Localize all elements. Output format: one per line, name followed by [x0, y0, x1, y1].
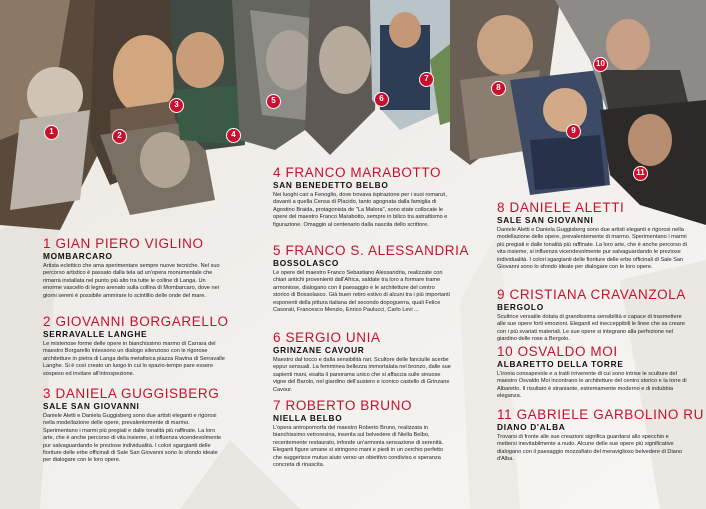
- entry-place: MOMBARCARO: [43, 251, 113, 261]
- entry-title: 3 DANIELA GUGGISBERG: [43, 386, 220, 401]
- entry-place: NIELLA BELBO: [273, 413, 343, 423]
- entry-place: SAN BENEDETTO BELBO: [273, 180, 389, 190]
- entry-text: Le opere del maestro Franco Sebastiano Alessandria, realizzate con chiari antichi provenienti dall'Africa, saldate tra loro a formare trame armoniose, dialogano con il paesaggio e le architetture del centro storico di Bossolasco. Già buen retiro estivo di alcuni tra i più importanti esponenti della pittura italiana del secondo dopoguerra, quali Felice Casorati, Francesco Menzio, Enrico Paulucci, Carlo Levi ...: [273, 270, 450, 314]
- entry-place: BERGOLO: [497, 302, 544, 312]
- entry-place: ALBARETTO DELLA TORRE: [497, 359, 624, 369]
- badge-9: 9: [566, 124, 581, 139]
- badge-3: 3: [169, 98, 184, 113]
- entry-5: [273, 243, 469, 314]
- badge-8: 8: [491, 81, 506, 96]
- entry-text: L'opera antropomorfa del maestro Roberto Bruno, realizzata in bianchissimo vetroresina, inserita sul belvedere di Niella Belbo, recentemente restaurato, infonde un'armonia sensazione di serenità. Eleganti figure umane si stringono mani e piedi in un cerchio perfetto che suggerisce mutuo aiuto verso un obiettivo condiviso e speranza concreta di rinascita.: [273, 425, 444, 469]
- badge-10: 10: [593, 57, 608, 72]
- entry-9: [497, 287, 687, 344]
- entry-8: [497, 200, 687, 271]
- entry-text: Maestro dal tocco e dalla sensibilità rari. Scultore delle fanciulle acerbe eppur sensuali. La femminea bellezza immortalata nel bronzo, dalle sue sapienti mani, esalta il panorama unico che si affaccia sulle sinuose vigne del Barolo, nel giardino dell'austero e iconico castello di Grinzane Cavour.: [273, 357, 451, 393]
- badge-7: 7: [419, 72, 434, 87]
- entry-place: SALE SAN GIOVANNI: [497, 215, 594, 225]
- entry-title: 9 CRISTIANA CRAVANZOLA: [497, 287, 686, 302]
- entry-text: Le misteriose forme delle opere in bianchissimo marmo di Carrara del maestro Borgarello intessono un dialogo silenzioso con le rigorose architetture in pietra di Langa della metafisica piazza Ravina di Serravalle Langhe. Si è così creato un luogo in cui lo spazio-tempo pare essere sospeso ed invitare all'introspezione.: [43, 341, 225, 377]
- entry-11: [497, 407, 704, 464]
- entry-title: 7 ROBERTO BRUNO: [273, 398, 413, 413]
- entry-2: [43, 314, 229, 378]
- photo-bruno: [370, 0, 455, 130]
- entry-10: [497, 344, 687, 401]
- badge-4: 4: [226, 128, 241, 143]
- entry-text: L'ironia consapevole e a tratti irriverente di cui sono intrise le sculture del maestro Osvaldo Moi incontrano le architetture del centro storico e la torre di Albaretto. Il risultato è straniante, estremamente moderno e di indubbia eleganza.: [497, 371, 687, 400]
- entry-title: 5 FRANCO S. ALESSANDRIA: [273, 243, 470, 258]
- entry-6: [273, 330, 451, 394]
- entry-title: 8 DANIELE ALETTI: [497, 200, 625, 215]
- badge-11: 11: [633, 166, 648, 181]
- entry-title: 4 FRANCO MARABOTTO: [273, 165, 442, 180]
- entry-text: Scultrice versatile dotata di grandissima sensibilità e capace di trasmettere alle sue opere forti emozioni. Eleganti ed inecceppibili le linee che sa creare con i più svariati materiali. Le sue opere si integrano alla perfezione nel giardino delle rose a Bergolo.: [497, 314, 685, 343]
- badge-1: 1: [44, 125, 59, 140]
- entry-text: Trovarsi di fronte alle sue creazioni significa guardarsi allo specchio e mettersi inevitabilmente a nudo. Alcune delle sue opere più significative dialogano con il paesaggio mozzafiato del meraviglioso belvedere di Diano d'Alba.: [497, 434, 683, 463]
- entry-7: [273, 398, 451, 469]
- entry-place: GRINZANE CAVOUR: [273, 345, 365, 355]
- entry-text: Daniele Aletti e Daniela Guggisberg sono due artisti eleganti e rigorosi nella modellazione delle opere, prevalentemente di marmo. Sperimentano i marmi più pregiati e dalle tonalità più raffinate. La loro arte, che è anche percorso di vita insieme, si influenza vicendevolmente pur salvaguardando le preziose individualità. I colori sgargianti delle fioriture delle erbe officinali di Sale San Giovanni sono lo sfondo ideale per dialogare con le loro opere.: [497, 227, 687, 271]
- entry-1: [43, 236, 225, 300]
- entry-3: [43, 386, 225, 465]
- entry-title: 6 SERGIO UNIA: [273, 330, 381, 345]
- entry-title: 11 GABRIELE GARBOLINO RU: [497, 407, 704, 422]
- entry-text: Nei luoghi cari a Fenoglio, dove trovava ispirazione per i suoi romanzi, davanti a quella Censa di Placido, tanto agognata dalla famiglia di Agostino Braida, protagonista de "La Malora", sono state collocate le opere del maestro Franco Marabotto, sempre in bilico tra astrattismo e figurazione. Omaggio al centenario dalla nascita dello scrittore.: [273, 192, 448, 228]
- entry-place: SERRAVALLE LANGHE: [43, 329, 148, 339]
- entry-title: 2 GIOVANNI BORGARELLO: [43, 314, 229, 329]
- entry-place: SALE SAN GIOVANNI: [43, 401, 140, 411]
- badge-6: 6: [374, 92, 389, 107]
- entry-title: 1 GIAN PIERO VIGLINO: [43, 236, 204, 251]
- entry-4: [273, 165, 451, 229]
- badge-5: 5: [266, 94, 281, 109]
- entry-text: Daniele Aletti e Daniela Guggisberg sono due artisti eleganti e rigorosi nella modellazione delle opere, prevalentemente di marmo. Sperimentano i marmi più pregiati e dalle tonalità più raffinate. La loro arte, che è anche percorso di vita insieme, si influenza vicendevolmente pur salvaguardando le preziose individualità. I colori sgargianti delle fioriture delle erbe officinali di Sale San Giovanni sono lo sfondo ideale per dialogare con le loro opere.: [43, 413, 222, 464]
- entry-place: DIANO D'ALBA: [497, 422, 566, 432]
- entry-text: Artista eclettico che ama sperimentare sempre nuove tecniche. Nel suo percorso artistico è passato dalla tela ad un'opera monumentale che rimarrà installata nel punto più alto tra tutte le colline di Langa. Un enorme vascello di legno arenato sulla collina di Mombarcaro, dove nei giorni sereni è possibile ammirare lo scintillio delle onde del mare.: [43, 263, 220, 299]
- entry-title: 10 OSVALDO MOI: [497, 344, 618, 359]
- entry-place: BOSSOLASCO: [273, 258, 340, 268]
- badge-2: 2: [112, 129, 127, 144]
